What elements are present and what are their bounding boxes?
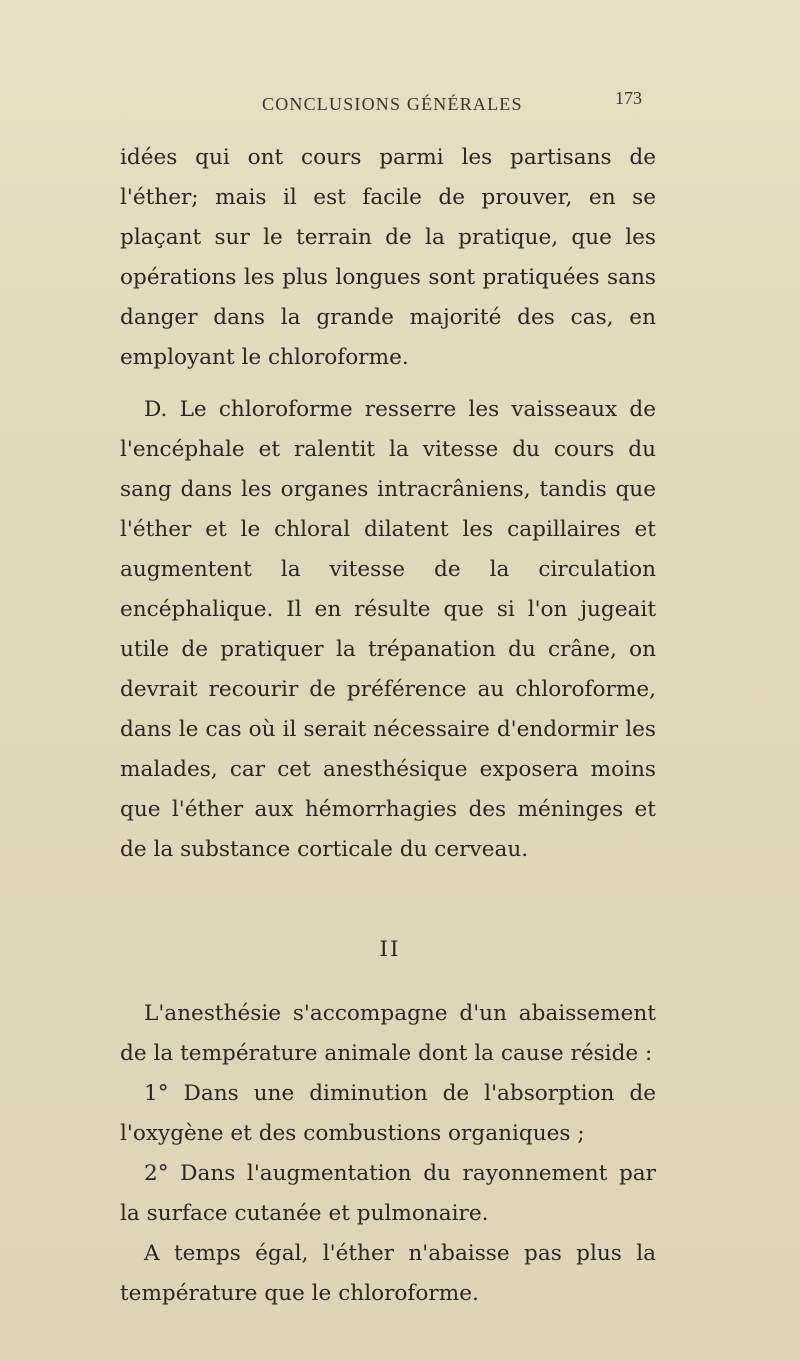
paragraph-anesthesia-temperature: L'anesthésie s'accompagne d'un abaissement de la température animale dont la cause réside : [120,1001,656,1066]
body-text [120,138,656,1314]
paragraph-chloroform-vessels: D. Le chloroforme resserre les vaisseaux de l'encéphale et ralentit la vitesse du cours du sang dans les organes intracrâniens, tandis que l'éther et le chloral dilatent les capillaires et augmentent la vitesse de la circulation encéphalique. Il en résulte que si l'on jugeait utile de pratiquer la trépanation du crâne, on devrait recourir de préférence au chloroforme, dans le cas où il serait nécessaire d'endormir les malades, car cet anesthésique exposera moins que l'éther aux hémorrhagies des méninges et de la substance corticale du cerveau. [120,397,656,862]
paragraph-point-1: 1° Dans une diminution de l'absorption de l'oxygène et des combustions organiques ; [120,1081,656,1146]
paragraph-continuation: idées qui ont cours parmi les partisans de l'éther; mais il est facile de prouver, en se plaçant sur le terrain de la pratique, que les opérations les plus longues sont pratiquées sans danger dans la grande majorité des cas, en employant le chloroforme. [120,145,656,370]
running-head: CONCLUSIONS GÉNÉRALES [262,94,523,114]
page-header [0,88,800,124]
section-number: II [379,937,401,962]
paragraph-point-2: 2° Dans l'augmentation du rayonnement par la surface cutanée et pulmonaire. [120,1161,656,1226]
page-number: 173 [615,88,642,108]
paragraph-conclusion: A temps égal, l'éther n'abaisse pas plus la température que le chloroforme. [120,1241,656,1306]
